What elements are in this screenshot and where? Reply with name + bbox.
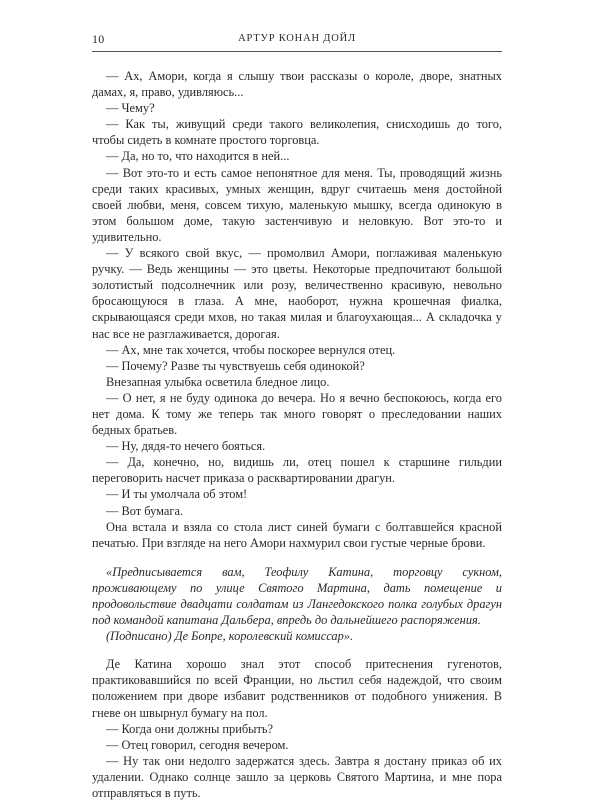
paragraph: — О нет, я не буду одинока до вечера. Но я вечно беспокоюсь, когда его нет дома. К тому же теперь так много говорят о преследовании наших бедных братьев. — [92, 390, 502, 438]
paragraph: — Отец говорил, сегодня вечером. — [106, 737, 289, 752]
paragraph: — Чему? — [106, 101, 155, 116]
paragraph: — Ну, дядя-то нечего бояться. — [106, 439, 266, 454]
paragraph: — Почему? Разве ты чувствуешь себя одинокой? — [106, 358, 365, 373]
paragraph: — И ты умолчала об этом! — [106, 487, 248, 502]
header-rule — [92, 51, 502, 52]
page-header — [92, 30, 502, 48]
paragraph: — Да, но то, что находится в ней... — [106, 149, 290, 164]
paragraph: — Когда они должны прибыть? — [106, 721, 274, 736]
paragraph: Внезапная улыбка осветила бледное лицо. — [106, 374, 330, 389]
body-text — [92, 68, 502, 801]
paragraph: Она встала и взяла со стола лист синей бумаги с болтавшейся красной печатью. При взгляде на него Амори нахмурил свои густые черные брови. — [92, 519, 502, 550]
paragraph: — Вот бумага. — [106, 503, 184, 518]
paragraph: — Ну так они недолго задержатся здесь. Завтра я достану приказ об их удалении. Однако солнце зашло за церковь Святого Мартина, и мне пора отправляться в путь. — [92, 753, 502, 801]
paragraph: — Вот это-то и есть самое непонятное для меня. Ты, проводящий жизнь среди таких красивых, умных женщин, вдруг считаешь меня достойной своей любви, меня, совсем тихую, маленькую мышку, всегда одинокую в этом большом доме, такую застенчивую и неловкую. Вот это-то и удивительно. — [92, 165, 502, 244]
paragraph: Де Катина хорошо знал этот способ притеснения гугенотов, практиковавшийся по всей Франции, но льстил себя надеждой, что своим положением при дворе избавит родственников от подобного унижения. В гневе он швырнул бумагу на пол. — [92, 657, 502, 720]
paragraph: — Ах, мне так хочется, чтобы поскорее вернулся отец. — [106, 342, 396, 357]
running-head: АРТУР КОНАН ДОЙЛ — [238, 33, 356, 44]
quote-signature: (Подписано) Де Бопре, королевский комиссар». — [106, 629, 354, 644]
paragraph: — Да, конечно, но, видишь ли, отец пошел к старшине гильдии переговорить насчет приказа о расквартировании драгун. — [92, 455, 502, 486]
paragraph: — Ах, Амори, когда я слышу твои рассказы о короле, дворе, знатных дамах, я, право, удивляюсь... — [92, 69, 502, 100]
paragraph: — У всякого свой вкус, — промолвил Амори, поглаживая маленькую ручку. — Ведь женщины — это цветы. Некоторые предпочитают большой золотистый подсолнечник или розу, величественно красивую, невольно бросающуюся в глаза. А мне, наоборот, нужна крошечная фиалка, скрывающаяся среди мхов, но такая милая и благоухающая... А складочка у нас все не разглаживается, дорогая. — [92, 246, 502, 341]
quote-paragraph: «Предписывается вам, Теофилу Катина, торговцу сукном, проживающему по улице Святого Мартина, дать помещение и продовольствие двадцати солдатам из Лангедокского полка голубых драгун под командой капитана Дальбера, впредь до дальнейшего распоряжения. — [92, 564, 502, 628]
page-number: 10 — [92, 32, 105, 46]
paragraph: — Как ты, живущий среди такого великолепия, снисходишь до того, чтобы сидеть в комнате простого торговца. — [92, 117, 502, 148]
order-quote — [92, 564, 502, 644]
